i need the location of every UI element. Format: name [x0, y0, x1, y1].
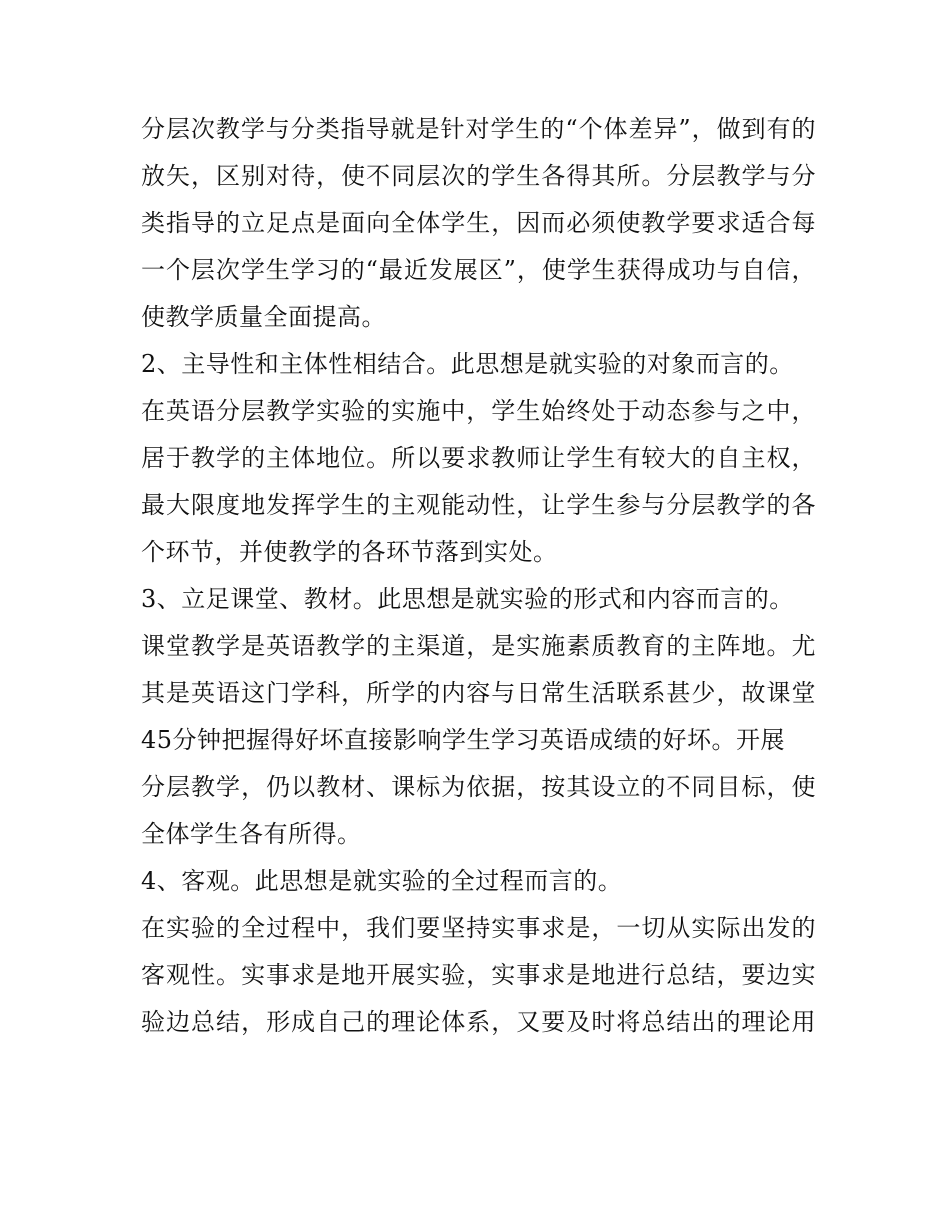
text-line: 最大限度地发挥学生的主观能动性，让学生参与分层教学的各 — [141, 491, 816, 519]
text-line: 在实验的全过程中，我们要坚持实事求是，一切从实际出发的 — [141, 914, 816, 942]
text-line: 放矢，区别对待，使不同层次的学生各得其所。分层教学与分 — [141, 162, 816, 190]
document-page — [141, 106, 816, 1046]
text-line: 验边总结，形成自己的理论体系，又要及时将总结出的理论用 — [141, 1008, 816, 1036]
text-line: 课堂教学是英语教学的主渠道，是实施素质教育的主阵地。尤 — [141, 632, 816, 660]
text-line: 类指导的立足点是面向全体学生，因而必须使教学要求适合每 — [141, 209, 816, 237]
text-line: 一个层次学生学习的“最近发展区”，使学生获得成功与自信， — [141, 256, 816, 284]
text-line: 分层次教学与分类指导就是针对学生的“个体差异”，做到有的 — [141, 115, 816, 143]
text-line: 3、立足课堂、教材。此思想是就实验的形式和内容而言的。 — [141, 585, 794, 613]
text-line: 4、客观。此思想是就实验的全过程而言的。 — [141, 867, 623, 895]
text-line: 个环节，并使教学的各环节落到实处。 — [141, 538, 558, 566]
text-line: 2、主导性和主体性相结合。此思想是就实验的对象而言的。 — [141, 350, 794, 378]
text-line: 45分钟把握得好坏直接影响学生学习英语成绩的好坏。开展 — [141, 726, 786, 754]
text-line: 使教学质量全面提高。 — [141, 303, 386, 331]
text-line: 全体学生各有所得。 — [141, 820, 362, 848]
text-line: 居于教学的主体地位。所以要求教师让学生有较大的自主权， — [141, 444, 816, 472]
text-line: 分层教学，仍以教材、课标为依据，按其设立的不同目标，使 — [141, 773, 816, 801]
text-line: 其是英语这门学科，所学的内容与日常生活联系甚少，故课堂 — [141, 679, 816, 707]
text-line: 客观性。实事求是地开展实验，实事求是地进行总结，要边实 — [141, 961, 816, 989]
text-line: 在英语分层教学实验的实施中，学生始终处于动态参与之中， — [141, 397, 816, 425]
